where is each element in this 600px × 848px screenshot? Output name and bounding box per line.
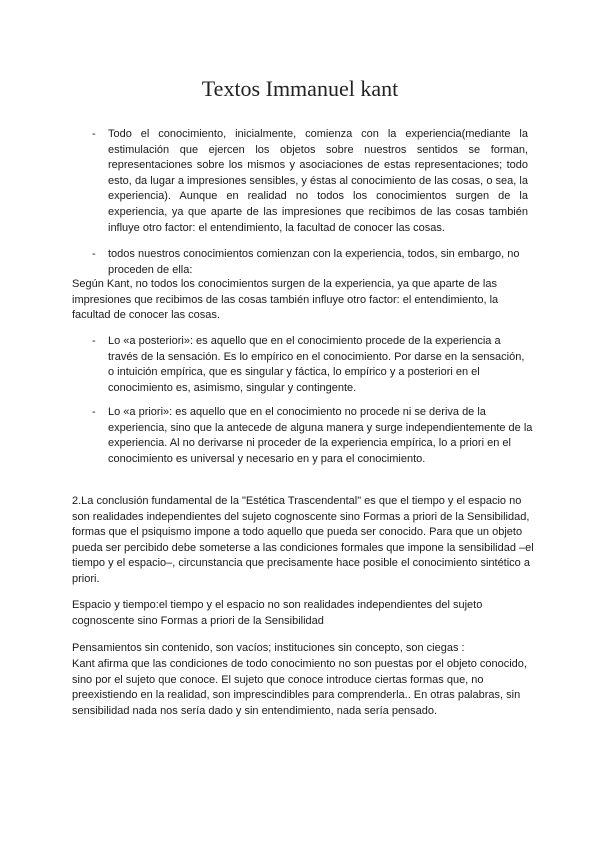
page-title: Textos Immanuel kant: [201, 76, 399, 101]
bullet-dash: -: [92, 248, 96, 260]
paragraph-espacio-tiempo: Espacio y tiempo:el tiempo y el espacio no son realidades independientes del sujeto cognoscente sino Formas a priori de la Sensibilidad: [72, 599, 483, 627]
bullet-text-todos: todos nuestros conocimientos comienzan con la experiencia, todos, sin embargo, no proceden de ella:: [108, 248, 520, 276]
bullet-text-a-priori: Lo «a priori»: es aquello que en el conocimiento no procede ni se deriva de la experiencia, sino que la antecede de alguna manera y surge independientemente de la experiencia. Al no derivarse ni proceder de la experiencia empírica, lo a priori en el conocimiento es universal y necesario en y para el conocimiento.: [108, 406, 533, 465]
bullet-text-experiencia: Todo el conocimiento, inicialmente, comienza con la experiencia(mediante la estimulación que ejercen los objetos sobre nuestros sentidos se forman, representaciones sobre los mismos y asociaciones de estas representaciones; todo esto, da lugar a impresiones sensibles, y éstas al conocimiento de las cosas, o sea, la experiencia). Aunque en realidad no todos los conocimientos surgen de la experiencia, ya que aparte de las impresiones que recibimos de las cosas también influye otro factor: el entendimiento, la facultad de conocer las cosas.: [108, 128, 528, 234]
bullet-dash: -: [92, 406, 96, 418]
bullet-dash: -: [92, 335, 96, 347]
bullet-dash: -: [92, 128, 96, 140]
paragraph-pensamientos-heading: Pensamientos sin contenido, son vacíos; instituciones sin concepto, son ciegas :: [72, 642, 465, 654]
bullet-text-a-posteriori: Lo «a posteriori»: es aquello que en el conocimiento procede de la experiencia a través de la sensación. Es lo empírico en el conocimiento. Por darse en la sensación, o intuición empírica, que es singular y fáctica, lo empírico y a posteriori en el conocimiento es, asimismo, singular y contingente.: [108, 335, 525, 394]
paragraph-segun-kant: Según Kant, no todos los conocimientos surgen de la experiencia, ya que aparte de las impresiones que recibimos de las cosas también influye otro factor: el entendimiento, la facultad de conocer las cosas.: [72, 278, 499, 322]
paragraph-pensamientos-body: Kant afirma que las condiciones de todo conocimiento no son puestas por el objeto conocido, sino por el sujeto que conoce. El sujeto que conoce introduce ciertas formas que, no preexistiendo en la realidad, son imprescindibles para comprenderla.. En otras palabras, sin sensibilidad nada nos sería dado y sin entendimiento, nada sería pensado.: [72, 658, 527, 717]
paragraph-conclusion: 2.La conclusión fundamental de la "Estética Trascendental" es que el tiempo y el espacio no son realidades independientes del sujeto cognoscente sino Formas a priori de la Sensibilidad, formas que el psiquismo impone a todo aquello que pueda ser conocido. Para que un objeto pueda ser percibido debe someterse a las condiciones formales que impone la sensibilidad –el tiempo y el espacio–, circunstancia que precisamente hace posible el conocimiento sintético a priori.: [72, 495, 534, 585]
